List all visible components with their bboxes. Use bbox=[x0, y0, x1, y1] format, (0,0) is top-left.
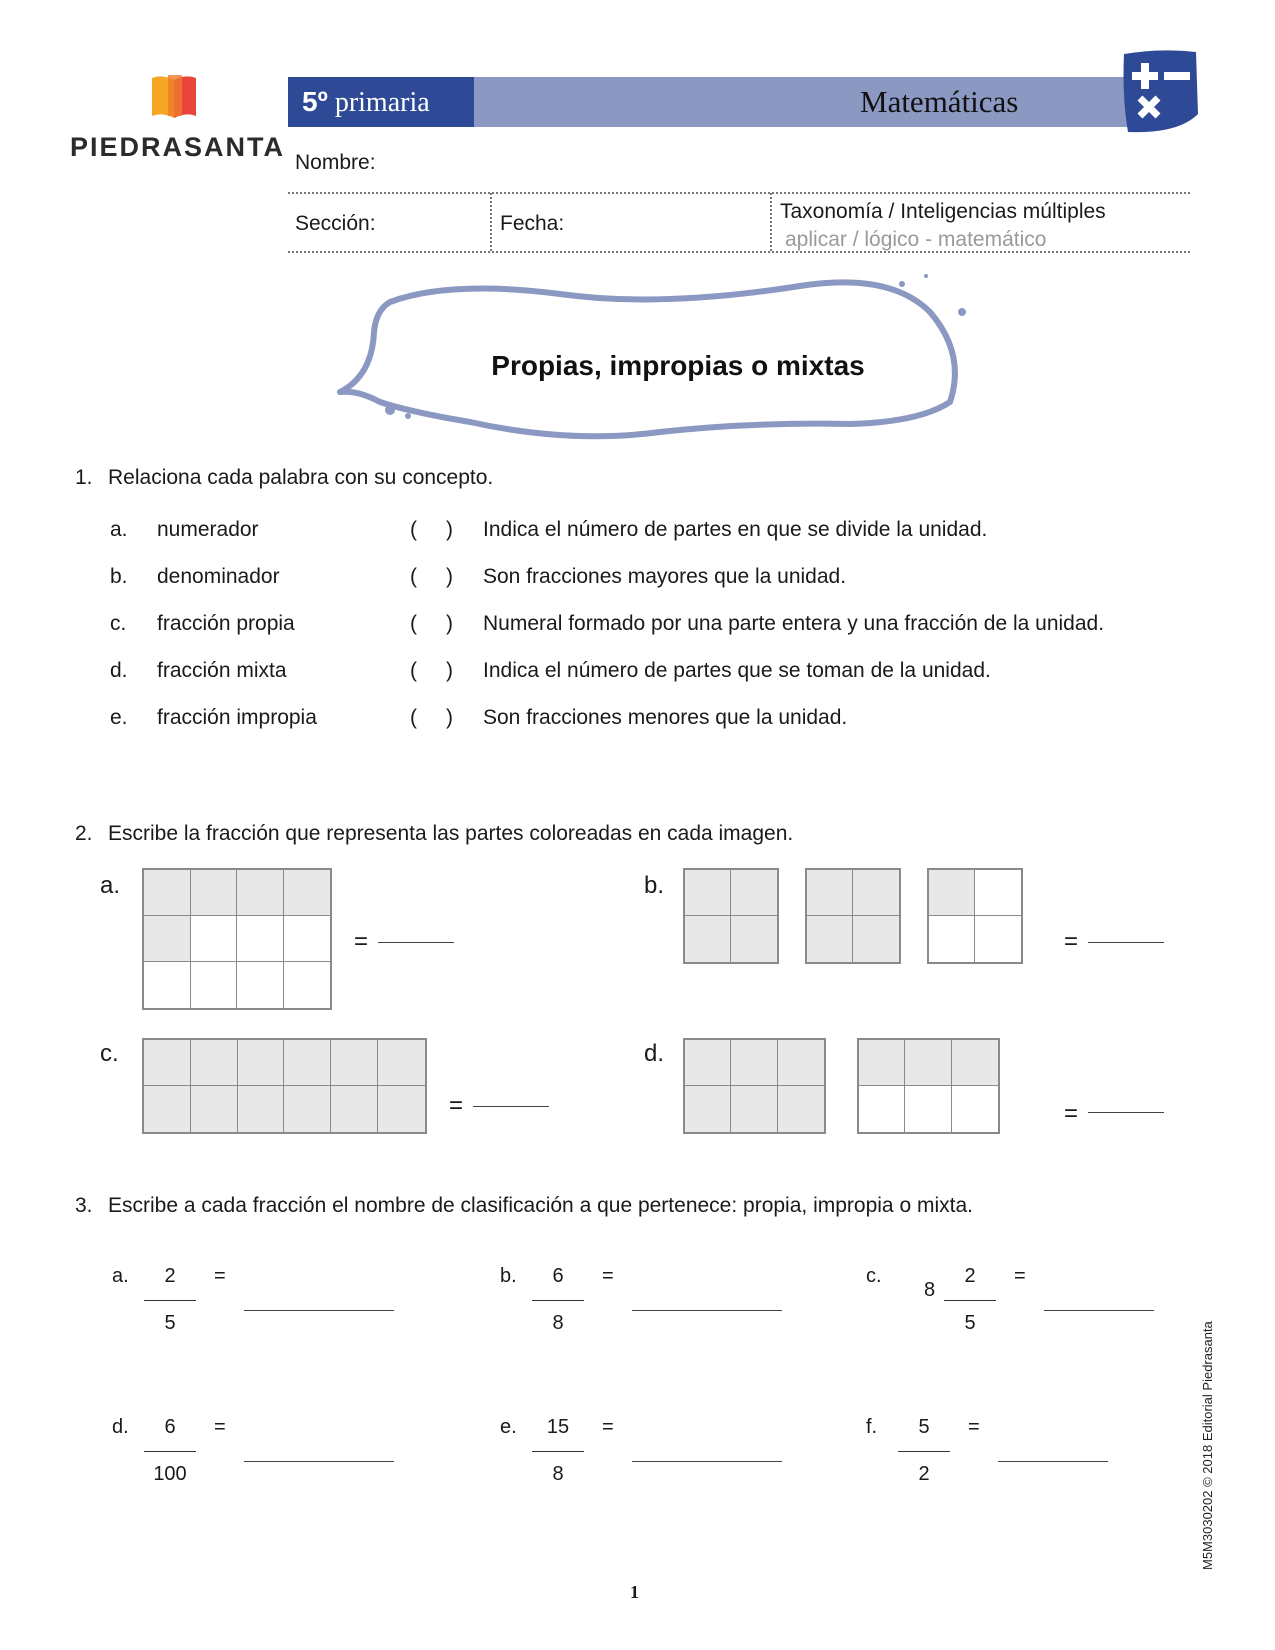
grade-badge bbox=[288, 77, 474, 127]
answer-blank[interactable] bbox=[632, 1310, 782, 1311]
fraction-grid bbox=[683, 1038, 826, 1134]
q3-denominator: 8 bbox=[552, 1312, 564, 1334]
q3-numerator: 5 bbox=[918, 1416, 930, 1438]
q3-denominator: 5 bbox=[164, 1312, 176, 1334]
q1-answer-paren-close: ) bbox=[446, 612, 453, 635]
grid-cell-filled bbox=[191, 1086, 238, 1132]
q1-row-letter: c. bbox=[110, 612, 127, 635]
q1-answer-paren-open: ( bbox=[410, 612, 417, 635]
grid-cell-empty bbox=[952, 1086, 998, 1132]
q2-item-letter: b. bbox=[644, 872, 665, 899]
grid-cell-filled bbox=[778, 1040, 824, 1086]
publisher-code: M5M3030202 © 2018 Editorial Piedrasanta bbox=[1200, 1321, 1215, 1570]
equals-sign: = bbox=[214, 1265, 226, 1287]
grid-cell-empty bbox=[859, 1086, 905, 1132]
grid-cell-filled bbox=[685, 870, 731, 916]
math-operations-icon bbox=[1118, 48, 1202, 136]
grid-cell-filled bbox=[378, 1040, 425, 1086]
grid-cell-filled bbox=[853, 870, 899, 916]
q1-prompt: Relaciona cada palabra con su concepto. bbox=[108, 466, 494, 489]
grid-cell-filled bbox=[905, 1040, 951, 1086]
fraction-grid bbox=[683, 868, 779, 964]
answer-blank[interactable] bbox=[244, 1461, 394, 1462]
divider bbox=[770, 193, 772, 251]
grid-cell-filled bbox=[731, 1086, 777, 1132]
grid-cell-empty bbox=[929, 916, 975, 962]
grid-cell-filled bbox=[238, 1040, 285, 1086]
grid-cell-filled bbox=[144, 870, 191, 916]
answer-blank[interactable] bbox=[1088, 942, 1164, 943]
subject-title: Matemáticas bbox=[860, 84, 1019, 119]
q1-word: fracción impropia bbox=[157, 706, 317, 729]
fraction-bar bbox=[898, 1451, 950, 1452]
grid-cell-filled bbox=[685, 916, 731, 962]
q1-row-letter: b. bbox=[110, 565, 128, 588]
grid-cell-empty bbox=[237, 916, 284, 962]
grid-cell-empty bbox=[284, 962, 331, 1008]
grid-cell-filled bbox=[731, 916, 777, 962]
section-label: Sección: bbox=[295, 212, 376, 235]
fraction-bar bbox=[144, 1300, 196, 1301]
fraction-bar bbox=[532, 1451, 584, 1452]
equals-sign: = bbox=[214, 1416, 226, 1438]
q1-concept: Indica el número de partes en que se divide la unidad. bbox=[483, 518, 988, 541]
q1-answer-paren-close: ) bbox=[446, 659, 453, 682]
q3-prompt: Escribe a cada fracción el nombre de clasificación a que pertenece: propia, impropia o mixta. bbox=[108, 1194, 973, 1217]
q1-word: fracción propia bbox=[157, 612, 295, 635]
fraction-grid bbox=[857, 1038, 1000, 1134]
q3-number: 3. bbox=[75, 1194, 93, 1217]
equals-sign: = bbox=[1064, 1100, 1079, 1127]
grid-cell-empty bbox=[905, 1086, 951, 1132]
name-label: Nombre: bbox=[295, 151, 376, 174]
grid-cell-filled bbox=[731, 1040, 777, 1086]
grid-cell-filled bbox=[807, 916, 853, 962]
q1-answer-paren-close: ) bbox=[446, 518, 453, 541]
grid-cell-empty bbox=[284, 916, 331, 962]
grid-cell-filled bbox=[685, 1040, 731, 1086]
q1-answer-paren-open: ( bbox=[410, 706, 417, 729]
date-label: Fecha: bbox=[500, 212, 565, 235]
grid-cell-filled bbox=[685, 1086, 731, 1132]
q1-concept: Indica el número de partes que se toman de la unidad. bbox=[483, 659, 991, 682]
grid-cell-empty bbox=[975, 916, 1021, 962]
q3-item-letter: a. bbox=[112, 1265, 129, 1287]
answer-blank[interactable] bbox=[244, 1310, 394, 1311]
equals-sign: = bbox=[602, 1416, 614, 1438]
answer-blank[interactable] bbox=[378, 942, 454, 943]
grid-cell-filled bbox=[331, 1086, 378, 1132]
q2-item-letter: d. bbox=[644, 1040, 665, 1067]
q3-item-letter: d. bbox=[112, 1416, 129, 1438]
q1-answer-paren-open: ( bbox=[410, 518, 417, 541]
q1-number: 1. bbox=[75, 466, 93, 489]
grid-cell-filled bbox=[778, 1086, 824, 1132]
grid-cell-filled bbox=[144, 1086, 191, 1132]
grid-cell-filled bbox=[191, 1040, 238, 1086]
worksheet-title: Propias, impropias o mixtas bbox=[491, 350, 865, 381]
taxonomy-label: Taxonomía / Inteligencias múltiples bbox=[780, 200, 1106, 223]
q2-item-letter: c. bbox=[100, 1040, 119, 1067]
fraction-grid bbox=[142, 868, 332, 1010]
q3-item-letter: e. bbox=[500, 1416, 517, 1438]
q1-concept: Son fracciones mayores que la unidad. bbox=[483, 565, 847, 588]
q3-numerator: 2 bbox=[164, 1265, 176, 1287]
q3-whole-number: 8 bbox=[924, 1279, 936, 1301]
taxonomy-value: aplicar / lógico - matemático bbox=[785, 228, 1047, 251]
q2-item-letter: a. bbox=[100, 872, 121, 899]
grid-cell-empty bbox=[191, 962, 238, 1008]
grid-cell-filled bbox=[284, 870, 331, 916]
q1-word: denominador bbox=[157, 565, 280, 588]
q1-word: numerador bbox=[157, 518, 259, 541]
grid-cell-filled bbox=[731, 870, 777, 916]
fraction-bar bbox=[144, 1451, 196, 1452]
q1-word: fracción mixta bbox=[157, 659, 287, 682]
grid-cell-filled bbox=[929, 870, 975, 916]
q1-concept: Numeral formado por una parte entera y una fracción de la unidad. bbox=[483, 612, 1105, 635]
q1-answer-paren-close: ) bbox=[446, 706, 453, 729]
logo-books-icon bbox=[148, 72, 200, 120]
brand-logo-text: PIEDRASANTA bbox=[70, 132, 286, 162]
fraction-bar bbox=[944, 1300, 996, 1301]
q3-denominator: 8 bbox=[552, 1463, 564, 1485]
q1-row-letter: e. bbox=[110, 706, 128, 729]
equals-sign: = bbox=[354, 928, 369, 955]
grid-cell-filled bbox=[237, 870, 284, 916]
equals-sign: = bbox=[1064, 928, 1079, 955]
q3-item-letter: b. bbox=[500, 1265, 517, 1287]
grid-cell-filled bbox=[191, 870, 238, 916]
q1-answer-paren-close: ) bbox=[446, 565, 453, 588]
divider bbox=[490, 193, 492, 251]
divider bbox=[288, 192, 1190, 194]
q3-item-letter: f. bbox=[866, 1416, 878, 1438]
q3-denominator: 100 bbox=[153, 1463, 187, 1485]
q1-answer-paren-open: ( bbox=[410, 565, 417, 588]
q1-row-letter: d. bbox=[110, 659, 128, 682]
grid-cell-filled bbox=[853, 916, 899, 962]
grade-number: 5º bbox=[302, 86, 328, 117]
grid-cell-filled bbox=[807, 870, 853, 916]
grid-cell-filled bbox=[331, 1040, 378, 1086]
equals-sign: = bbox=[602, 1265, 614, 1287]
equals-sign: = bbox=[1014, 1265, 1026, 1287]
answer-blank[interactable] bbox=[1088, 1112, 1164, 1113]
grid-cell-filled bbox=[284, 1040, 331, 1086]
q3-denominator: 5 bbox=[964, 1312, 976, 1334]
q3-numerator: 2 bbox=[964, 1265, 976, 1287]
grade-label: primaria bbox=[334, 87, 430, 118]
q3-denominator: 2 bbox=[918, 1463, 930, 1485]
equals-sign: = bbox=[968, 1416, 980, 1438]
grid-cell-filled bbox=[144, 1040, 191, 1086]
q2-number: 2. bbox=[75, 822, 93, 845]
q3-numerator: 6 bbox=[164, 1416, 176, 1438]
equals-sign: = bbox=[449, 1092, 464, 1119]
q3-numerator: 6 bbox=[552, 1265, 564, 1287]
divider bbox=[288, 251, 1190, 253]
grid-cell-empty bbox=[191, 916, 238, 962]
answer-blank[interactable] bbox=[1044, 1310, 1154, 1311]
fraction-grid bbox=[805, 868, 901, 964]
answer-blank[interactable] bbox=[998, 1461, 1108, 1462]
fraction-bar bbox=[532, 1300, 584, 1301]
grid-cell-filled bbox=[144, 916, 191, 962]
grid-cell-empty bbox=[237, 962, 284, 1008]
fraction-grid bbox=[927, 868, 1023, 964]
q2-prompt: Escribe la fracción que representa las partes coloreadas en cada imagen. bbox=[108, 822, 794, 845]
grid-cell-empty bbox=[975, 870, 1021, 916]
grid-cell-filled bbox=[378, 1086, 425, 1132]
grid-cell-filled bbox=[952, 1040, 998, 1086]
grid-cell-filled bbox=[284, 1086, 331, 1132]
q1-answer-paren-open: ( bbox=[410, 659, 417, 682]
answer-blank[interactable] bbox=[632, 1461, 782, 1462]
grid-cell-filled bbox=[238, 1086, 285, 1132]
fraction-grid bbox=[142, 1038, 427, 1134]
q1-row-letter: a. bbox=[110, 518, 128, 541]
q1-concept: Son fracciones menores que la unidad. bbox=[483, 706, 848, 729]
q3-item-letter: c. bbox=[866, 1265, 882, 1287]
grid-cell-filled bbox=[859, 1040, 905, 1086]
grid-cell-empty bbox=[144, 962, 191, 1008]
page-number: 1 bbox=[630, 1582, 639, 1602]
answer-blank[interactable] bbox=[473, 1106, 549, 1107]
q3-numerator: 15 bbox=[546, 1416, 570, 1438]
